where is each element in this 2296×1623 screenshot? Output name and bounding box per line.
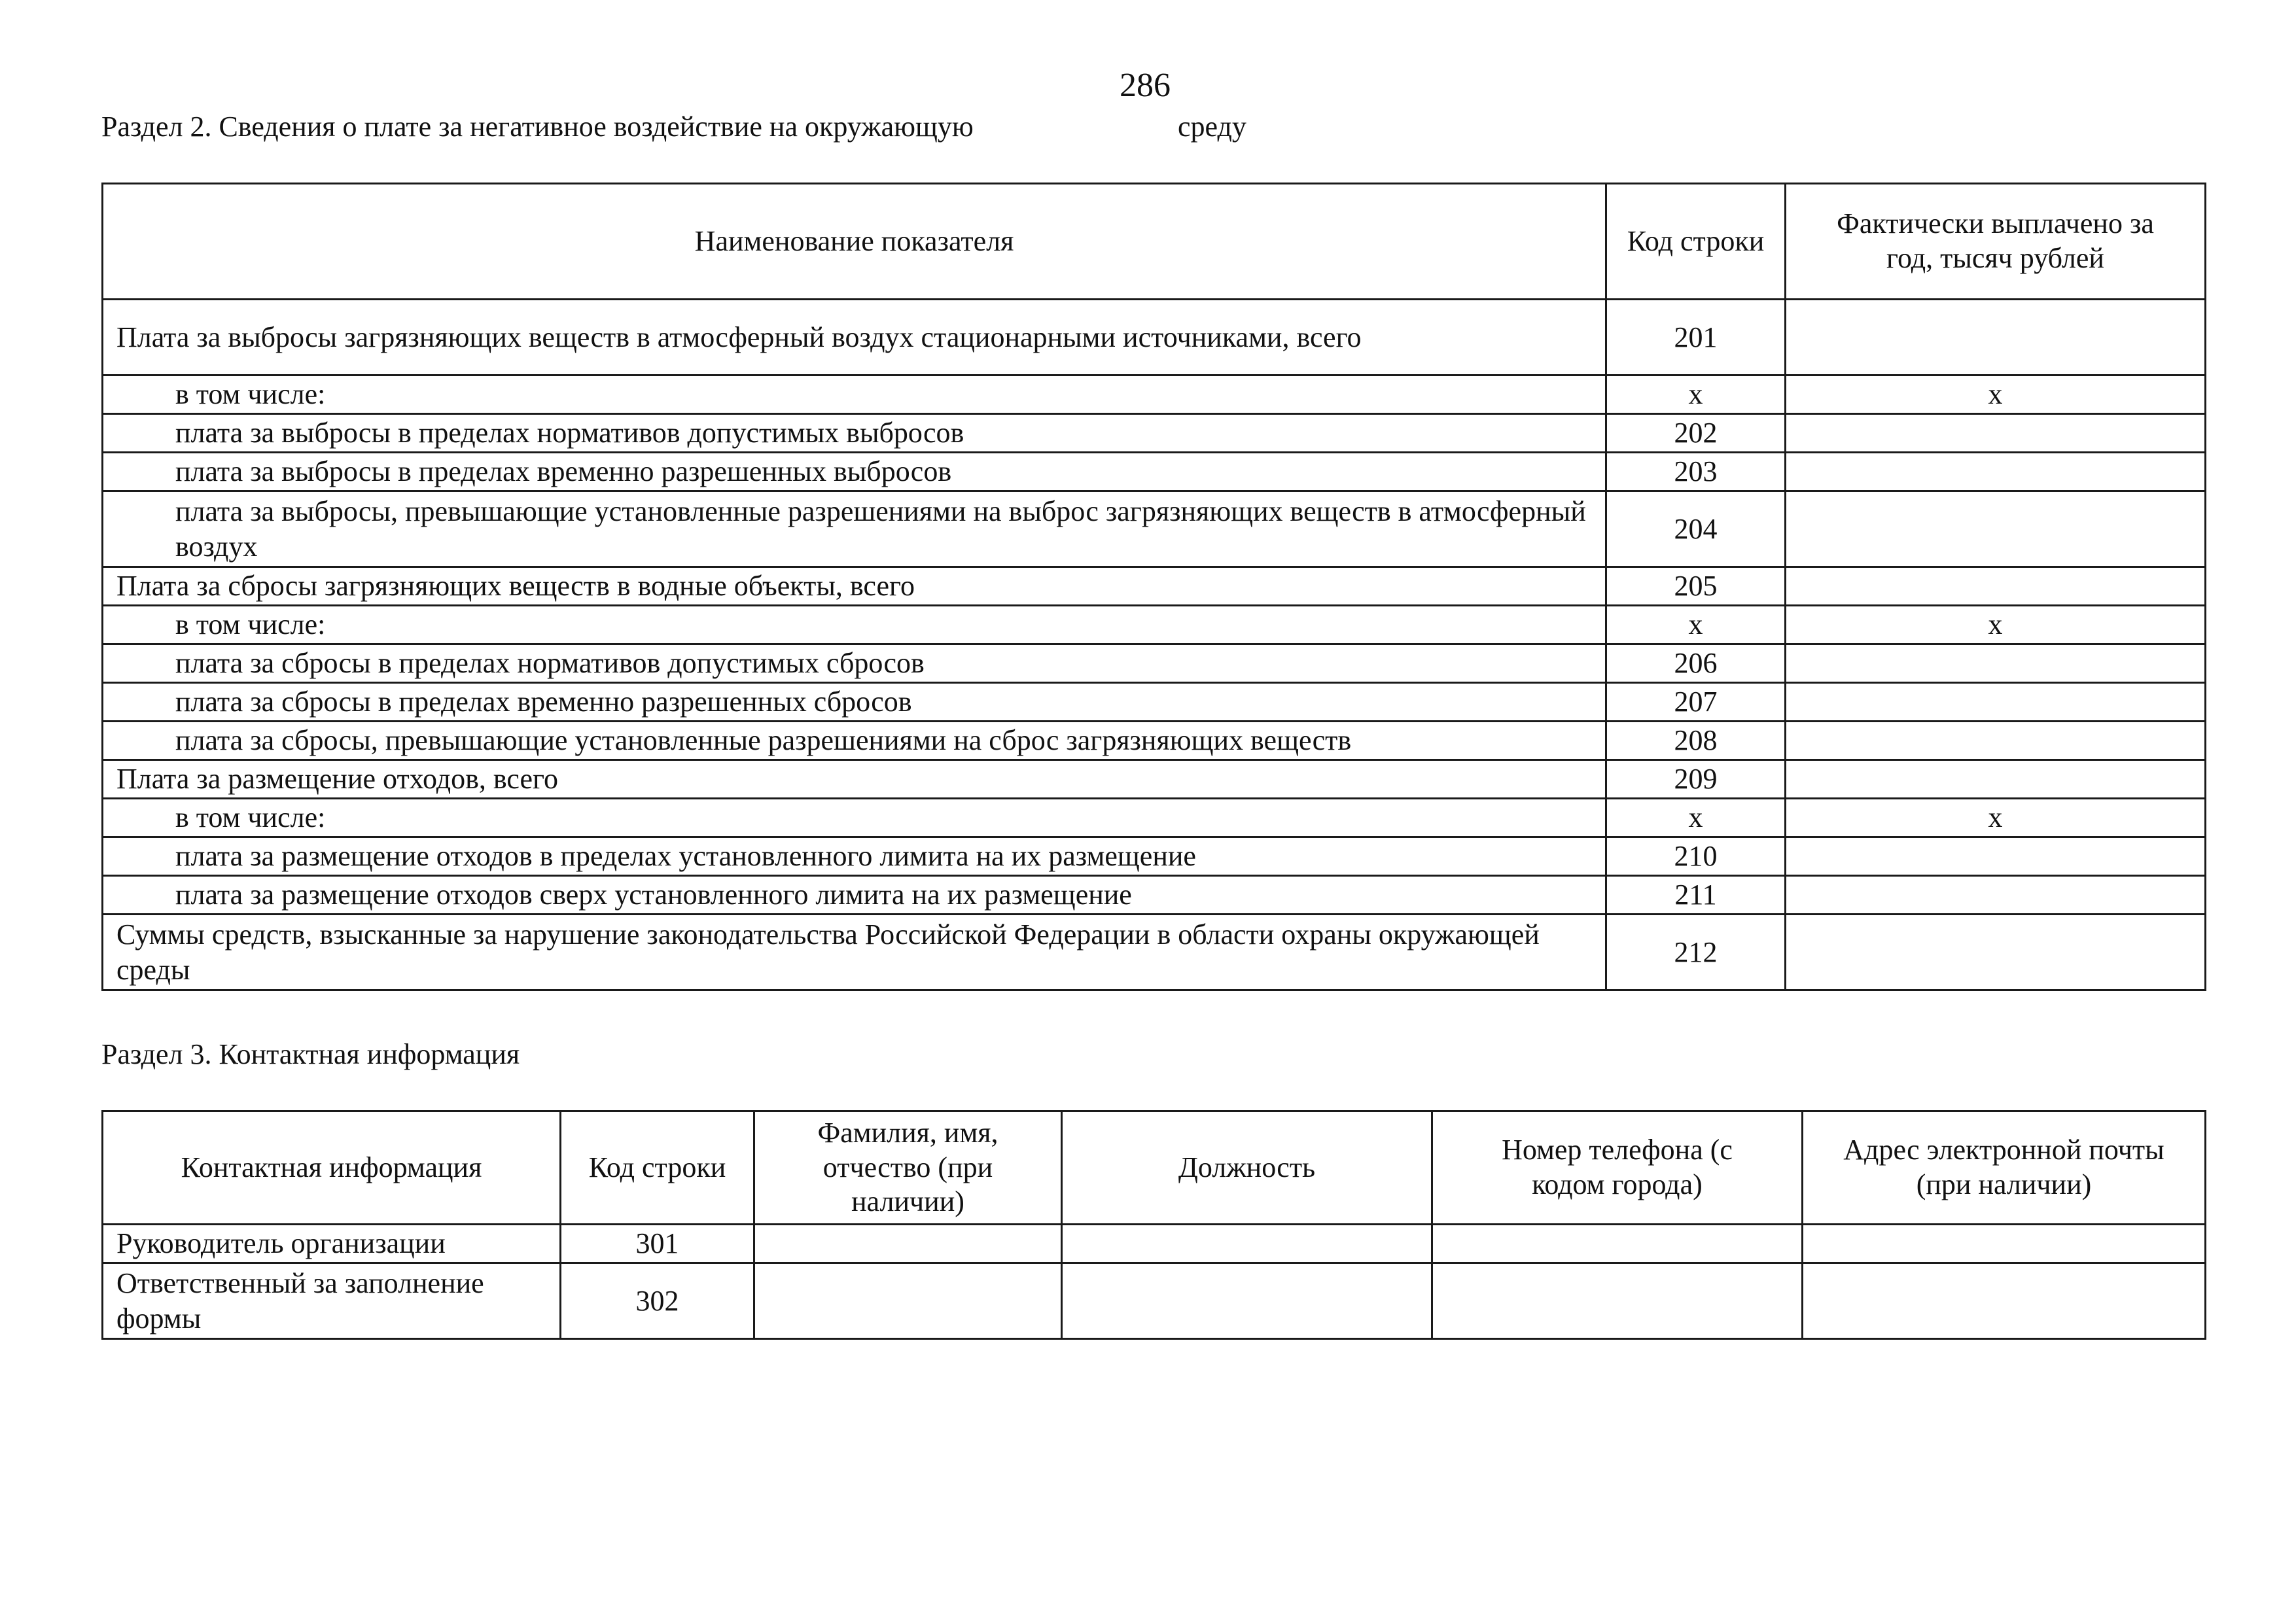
row-code: 204 <box>1606 491 1786 567</box>
table-row <box>103 876 2206 915</box>
row-paid-input[interactable] <box>1786 837 2206 876</box>
row-name: в том числе: <box>103 799 1606 837</box>
row-code: 212 <box>1606 915 1786 990</box>
row-code: 205 <box>1606 567 1786 606</box>
table-row <box>103 760 2206 799</box>
row-name: плата за размещение отходов в пределах установленного лимита на их размещение <box>103 837 1606 876</box>
table-row <box>103 683 2206 722</box>
row-name: плата за сбросы, превышающие установленные разрешениями на сброс загрязняющих веществ <box>103 722 1606 760</box>
section2-table <box>101 183 2206 991</box>
row-code: 201 <box>1606 300 1786 375</box>
row-code: 210 <box>1606 837 1786 876</box>
table-row <box>103 300 2206 375</box>
row-name: в том числе: <box>103 606 1606 644</box>
row-name: Плата за размещение отходов, всего <box>103 760 1606 799</box>
section3-title: Раздел 3. Контактная информация <box>101 1038 520 1070</box>
header-line-code: Код строки <box>1606 184 1786 300</box>
row-code: х <box>1606 375 1786 414</box>
table-row <box>103 837 2206 876</box>
table-row <box>103 567 2206 606</box>
section2-title-end: среду <box>1178 111 1246 143</box>
contact-code: 301 <box>561 1225 754 1263</box>
section3-table <box>101 1110 2206 1340</box>
table-row <box>103 606 2206 644</box>
row-paid-input[interactable] <box>1786 644 2206 683</box>
email-input[interactable] <box>1803 1263 2206 1339</box>
row-code: х <box>1606 799 1786 837</box>
row-name: Суммы средств, взысканные за нарушение законодательства Российской Федерации в области охраны окружающей среды <box>103 915 1606 990</box>
section2-header-row <box>103 184 2206 300</box>
table-row <box>103 414 2206 453</box>
row-paid-input[interactable] <box>1786 760 2206 799</box>
section3-header-row <box>103 1111 2206 1225</box>
header-full-name: Фамилия, имя, отчество (при наличии) <box>754 1111 1062 1225</box>
row-name: плата за сбросы в пределах временно разрешенных сбросов <box>103 683 1606 722</box>
contact-label: Руководитель организации <box>103 1225 561 1263</box>
row-paid: х <box>1786 799 2206 837</box>
page-number: 286 <box>1120 67 1171 104</box>
row-paid: х <box>1786 606 2206 644</box>
row-name: в том числе: <box>103 375 1606 414</box>
table-row <box>103 1263 2206 1339</box>
row-name: Плата за сбросы загрязняющих веществ в водные объекты, всего <box>103 567 1606 606</box>
row-code: 209 <box>1606 760 1786 799</box>
table-row <box>103 1225 2206 1263</box>
full-name-input[interactable] <box>754 1263 1062 1339</box>
row-code: х <box>1606 606 1786 644</box>
row-code: 202 <box>1606 414 1786 453</box>
row-name: плата за выбросы, превышающие установленные разрешениями на выброс загрязняющих веществ в атмосферный воздух <box>103 491 1606 567</box>
row-name: Плата за выбросы загрязняющих веществ в атмосферный воздух стационарными источниками, всего <box>103 300 1606 375</box>
table-row <box>103 799 2206 837</box>
row-code: 203 <box>1606 453 1786 491</box>
header-phone: Номер телефона (с кодом города) <box>1432 1111 1803 1225</box>
table-row <box>103 375 2206 414</box>
position-input[interactable] <box>1062 1263 1432 1339</box>
row-code: 206 <box>1606 644 1786 683</box>
header-position: Должность <box>1062 1111 1432 1225</box>
table-row <box>103 644 2206 683</box>
section2-title: Раздел 2. Сведения о плате за негативное воздействие на окружающую <box>101 111 974 143</box>
row-paid-input[interactable] <box>1786 567 2206 606</box>
row-name: плата за сбросы в пределах нормативов допустимых сбросов <box>103 644 1606 683</box>
header-line-code: Код строки <box>561 1111 754 1225</box>
header-indicator-name: Наименование показателя <box>103 184 1606 300</box>
table-row <box>103 915 2206 990</box>
row-name: плата за размещение отходов сверх установленного лимита на их размещение <box>103 876 1606 915</box>
table-row <box>103 453 2206 491</box>
contact-code: 302 <box>561 1263 754 1339</box>
position-input[interactable] <box>1062 1225 1432 1263</box>
row-code: 207 <box>1606 683 1786 722</box>
header-paid-amount: Фактически выплачено за год, тысяч рублей <box>1786 184 2206 300</box>
phone-input[interactable] <box>1432 1263 1803 1339</box>
email-input[interactable] <box>1803 1225 2206 1263</box>
row-paid-input[interactable] <box>1786 722 2206 760</box>
row-paid-input[interactable] <box>1786 915 2206 990</box>
table-row <box>103 491 2206 567</box>
row-paid-input[interactable] <box>1786 683 2206 722</box>
row-paid-input[interactable] <box>1786 876 2206 915</box>
full-name-input[interactable] <box>754 1225 1062 1263</box>
row-code: 208 <box>1606 722 1786 760</box>
row-name: плата за выбросы в пределах временно разрешенных выбросов <box>103 453 1606 491</box>
phone-input[interactable] <box>1432 1225 1803 1263</box>
row-paid-input[interactable] <box>1786 491 2206 567</box>
row-paid-input[interactable] <box>1786 453 2206 491</box>
row-paid-input[interactable] <box>1786 300 2206 375</box>
contact-label: Ответственный за заполнение формы <box>103 1263 561 1339</box>
table-row <box>103 722 2206 760</box>
row-paid: х <box>1786 375 2206 414</box>
row-code: 211 <box>1606 876 1786 915</box>
row-name: плата за выбросы в пределах нормативов допустимых выбросов <box>103 414 1606 453</box>
row-paid-input[interactable] <box>1786 414 2206 453</box>
header-email: Адрес электронной почты (при наличии) <box>1803 1111 2206 1225</box>
header-contact-info: Контактная информация <box>103 1111 561 1225</box>
